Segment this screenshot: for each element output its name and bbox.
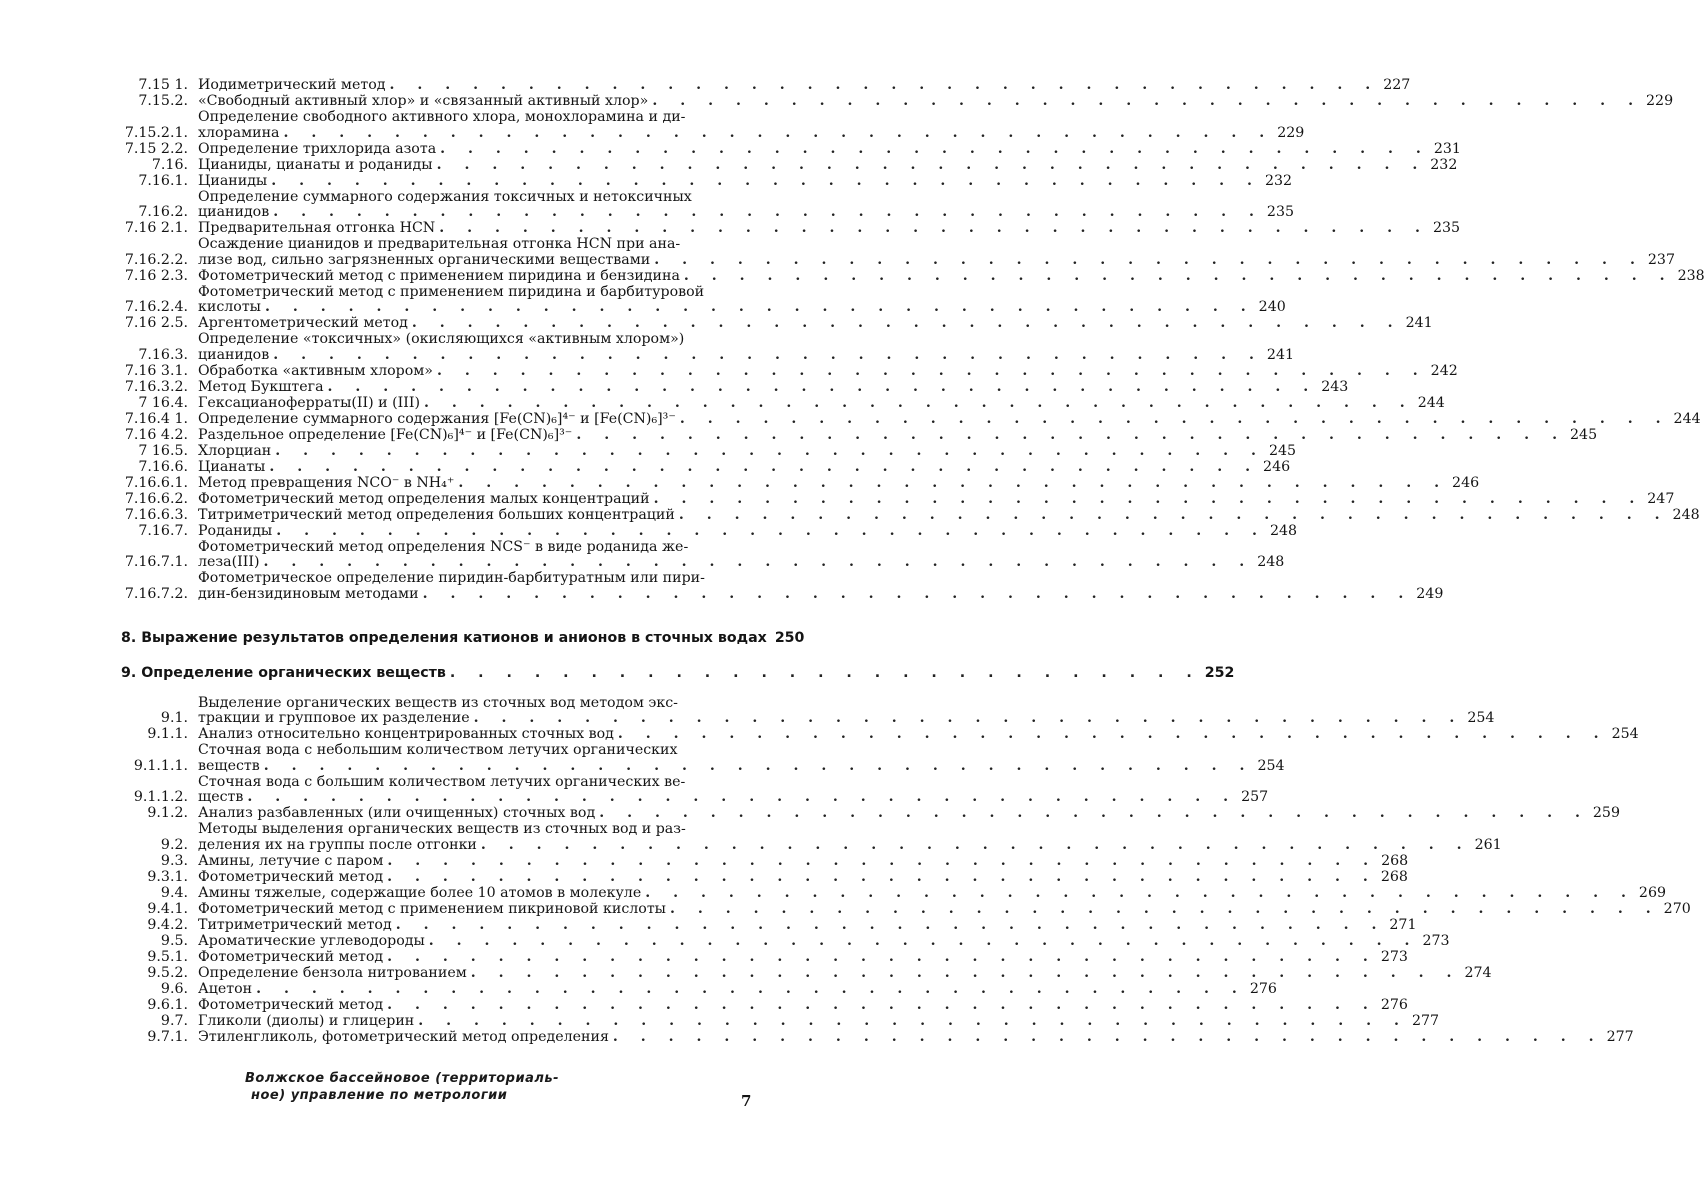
toc-entry bbox=[0, 884, 1667, 902]
toc-entry bbox=[0, 805, 1620, 822]
dot-leader: . . . . . . . . . . . . . . . . . . . . . . . . . . . . . . . . . . . . bbox=[599, 805, 1589, 821]
toc-entry bbox=[0, 916, 1417, 934]
toc-entry bbox=[0, 1012, 1440, 1030]
chapter-8-heading bbox=[0, 630, 840, 647]
toc-entry-line: Определение бензола нитрованием bbox=[198, 964, 467, 981]
toc-entry bbox=[0, 267, 1705, 285]
toc-entry-line: Фотометрический метод bbox=[198, 996, 384, 1013]
toc-entry-page: 247 bbox=[1647, 490, 1675, 507]
toc-entry bbox=[0, 77, 1411, 94]
toc-entry-text bbox=[198, 316, 1433, 332]
dot-leader: . . . . . . . . . . . . . . . . . . . . . . . . . . . . . . . . . . . . bbox=[424, 394, 1414, 411]
dot-leader: . . . . . . . . . . . . . . . . . . . . . . . . . . . . . . . . . . . . bbox=[617, 726, 1608, 742]
toc-entry-line: цианидов bbox=[198, 346, 270, 363]
toc-entry-page: 229 bbox=[1277, 124, 1305, 141]
stamp-line-2: ное) управление по метрологии bbox=[251, 1088, 508, 1103]
toc-entry-text bbox=[198, 571, 1443, 602]
toc-entry bbox=[0, 140, 1461, 158]
toc-entry-line: Определение трихлорида азота bbox=[198, 140, 437, 157]
toc-entry bbox=[0, 315, 1433, 332]
toc-entry-text bbox=[198, 822, 1502, 853]
toc-entry-page: 261 bbox=[1474, 836, 1502, 853]
toc-entry-number: 7.15 1. bbox=[138, 77, 188, 93]
dot-leader: . . . . . . . . . . . . . . . . . . . . . . . . . . . . . . . . . . . . bbox=[439, 220, 1429, 236]
toc-entry-text bbox=[198, 775, 1268, 806]
dot-leader: . . . . . . . . . . . . . . . . . . . . . . . . . . . . . . . . . . . . bbox=[473, 710, 1464, 726]
toc-entry-number: 7.16.6.1. bbox=[124, 474, 188, 491]
toc-entry bbox=[0, 426, 1598, 444]
dot-leader: . . . . . . . . . . . . . . . . . . . . . . . . . . . . . . . . . . . . bbox=[576, 426, 1567, 443]
toc-entry-text bbox=[198, 428, 1597, 444]
toc-entry-number: 9.3.1. bbox=[147, 868, 188, 885]
toc-entry-line: Предварительная отгонка HCN bbox=[198, 220, 436, 236]
toc-entry-line: дин-бензидиновым методами bbox=[198, 585, 419, 602]
toc-entry-number: 7.16 3.1. bbox=[124, 362, 188, 379]
toc-entry-page: 273 bbox=[1380, 948, 1408, 965]
toc-entry-number: 9.1. bbox=[160, 710, 188, 726]
toc-entry-number: 9.6. bbox=[160, 980, 188, 997]
toc-entry-page: 243 bbox=[1321, 378, 1349, 395]
toc-entry-number: 7.16.2.4. bbox=[124, 299, 188, 315]
dot-leader: . . . . . . . . . . . . . . . . . . . . . . . . . . . . . . . . . . . . bbox=[652, 93, 1643, 109]
toc-entry-number: 7.16.3. bbox=[138, 346, 188, 363]
toc-entry-page: 248 bbox=[1257, 554, 1285, 570]
dot-leader: . . . . . . . . . . . . . . . . . . . . . . . . . . . . . . . . . . . . bbox=[264, 299, 1255, 315]
table-of-contents bbox=[0, 77, 1705, 1046]
toc-entry-text bbox=[198, 524, 1297, 540]
toc-entry-number: 7 16.5. bbox=[138, 442, 188, 459]
toc-entry-page: 254 bbox=[1467, 710, 1495, 726]
toc-entry bbox=[0, 506, 1700, 524]
toc-entry-page: 248 bbox=[1672, 506, 1700, 523]
toc-entry-line: лизе вод, сильно загрязненных органическими веществами bbox=[198, 251, 651, 268]
toc-entry-number: 9.1.1.1. bbox=[133, 757, 188, 774]
toc-entry-number: 7.16.2. bbox=[138, 204, 188, 220]
toc-entry-page: 268 bbox=[1380, 868, 1408, 885]
toc-entry-number: 7.16.6.3. bbox=[124, 506, 188, 523]
toc-entry-number: 9.1.2. bbox=[147, 805, 188, 821]
toc-entry-line: Гексацианоферраты(II) и (III) bbox=[198, 394, 420, 411]
toc-entry-line: Сточная вода с большим количеством летучих органических ве- bbox=[198, 773, 686, 790]
toc-entry-number: 7.16. bbox=[151, 156, 188, 173]
toc-entry-page: 277 bbox=[1606, 1028, 1634, 1045]
toc-entry-page: 240 bbox=[1258, 299, 1286, 315]
toc-entry-number: 7.16.6. bbox=[138, 458, 188, 475]
dot-leader: . . . . . . . . . . . . . . . . . . . . . . . . . . . . . . . . . . . . bbox=[395, 916, 1386, 933]
dot-leader: . . . . . . . . . . . . . . . . . . . . . . . . . . . . . . . . . . . . bbox=[645, 884, 1635, 901]
chapter-9-title: 9. Определение органических веществ bbox=[121, 664, 446, 681]
toc-entry bbox=[0, 821, 1502, 853]
toc-entry-text bbox=[198, 332, 1294, 363]
toc-entry-page: 237 bbox=[1647, 251, 1675, 268]
dot-leader: . . . . . . . . . . . . . . . . . . . . . . . . . . . . . . . . . . . . bbox=[387, 948, 1377, 965]
dot-leader: . . . . . . . . . . . . . . . . . . . . . . . . . . . . . . . . . . . . bbox=[327, 378, 1318, 395]
toc-entry-number: 9.2. bbox=[160, 836, 188, 853]
toc-entry-page: 238 bbox=[1677, 267, 1705, 284]
toc-entry-text bbox=[198, 396, 1445, 412]
toc-entry-page: 273 bbox=[1422, 932, 1450, 949]
page-number: 7 bbox=[741, 1092, 752, 1110]
toc-entry bbox=[0, 410, 1701, 428]
dot-leader: . . . . . . . . . . . . . . . . . . . . . . . . . . . . . . . . . . . . bbox=[273, 204, 1263, 220]
toc-entry-number: 9.5.1. bbox=[147, 948, 188, 965]
toc-entry-number: 7.16.7.1. bbox=[124, 554, 188, 570]
dot-leader: . . . . . . . . . . . . . . . . . . . . . . . . . . . . . . . . . . . . bbox=[440, 140, 1430, 157]
toc-entry bbox=[0, 900, 1691, 918]
dot-leader: . . . . . . . . . . . . . . . . . . . . . . . . . . . . . . . . . . . . bbox=[256, 980, 1246, 997]
toc-entry bbox=[0, 868, 1408, 886]
toc-entry bbox=[0, 1028, 1634, 1046]
toc-entry-text bbox=[198, 902, 1691, 918]
toc-entry-number: 7.16.7. bbox=[138, 522, 188, 539]
toc-entry-line: Этиленгликоль, фотометрический метод определения bbox=[198, 1028, 609, 1045]
dot-leader: . . . . . . . . . . . . . . . . . . . . . . . . . . . . . . . . . . . . bbox=[669, 900, 1660, 917]
toc-entry-line: Фотометрический метод с применением пиридина и барбитуровой bbox=[198, 283, 705, 300]
toc-entry bbox=[0, 172, 1293, 190]
toc-entry-line: Метод Букштега bbox=[198, 378, 324, 395]
dot-leader: . . . . . . . . . . . . . . . . . . . . . . . . . . . bbox=[449, 664, 1201, 681]
toc-entry-page: 241 bbox=[1405, 315, 1433, 331]
toc-entry-number: 7.16.1. bbox=[138, 172, 188, 189]
toc-entry-text bbox=[198, 950, 1408, 966]
dot-leader: . . . . . . . . . . . . . . . . . . . . . . . . . . . . . . . . . . . . bbox=[269, 458, 1260, 475]
toc-entry-page: 242 bbox=[1430, 362, 1458, 379]
dot-leader: . . . . . . . . . . . . . . . . . . . . . . . . . . . . . . . . . . . . bbox=[436, 362, 1427, 379]
toc-entry-text bbox=[198, 476, 1479, 492]
toc-entry bbox=[0, 474, 1480, 492]
toc-entry-text bbox=[198, 78, 1410, 94]
toc-entry-line: хлорамина bbox=[198, 124, 280, 141]
toc-entry-page: 232 bbox=[1430, 156, 1458, 173]
toc-entry-number: 9.5. bbox=[160, 932, 188, 949]
dot-leader: . . . . . . . . . . . . . . . . . . . . . . . . . . . . . . . . . . . . bbox=[283, 124, 1274, 141]
toc-entry-line: Роданиды bbox=[198, 522, 273, 539]
toc-entry bbox=[0, 156, 1458, 174]
toc-entry-line: Амины тяжелые, содержащие более 10 атомов в молекуле bbox=[198, 884, 642, 901]
dot-leader: . . . . . . . . . . . . . . . . . . . . . . . . . . . . . . . . . . . . bbox=[612, 1028, 1603, 1045]
toc-entry bbox=[0, 964, 1492, 982]
toc-entry-line: Фотометрический метод определения NCS⁻ в виде роданида же- bbox=[198, 538, 689, 555]
toc-entry-text bbox=[198, 998, 1408, 1014]
toc-entry bbox=[0, 236, 1675, 268]
toc-entry bbox=[0, 378, 1349, 396]
toc-entry bbox=[0, 932, 1450, 950]
toc-entry bbox=[0, 773, 1269, 806]
toc-entry bbox=[0, 109, 1305, 141]
toc-entry-line: Фотометрический метод определения малых концентраций bbox=[198, 490, 650, 507]
toc-entry-page: 277 bbox=[1411, 1012, 1440, 1029]
toc-entry-page: 231 bbox=[1433, 140, 1461, 157]
toc-entry-page: 254 bbox=[1611, 726, 1639, 742]
dot-leader: . . . . . . . . . . . . . . . . . . . . . . . . . . . . . . . . . . . . bbox=[275, 442, 1265, 459]
toc-entry-line: Фотометрический метод с применением пикриновой кислоты bbox=[198, 900, 666, 917]
toc-entry-line: Определение суммарного содержания токсичных и нетоксичных bbox=[198, 188, 692, 205]
toc-entry-page: 271 bbox=[1389, 916, 1417, 933]
toc-entry-line: Выделение органических веществ из сточных вод методом экс- bbox=[198, 694, 678, 711]
toc-entry-number: 7.15 2.2. bbox=[124, 140, 188, 157]
chapter-9-page: 252 bbox=[1204, 664, 1235, 681]
toc-entry-text bbox=[198, 237, 1675, 268]
toc-entry-text bbox=[198, 190, 1294, 221]
toc-entry-text bbox=[198, 110, 1304, 141]
toc-entry-text bbox=[198, 492, 1674, 508]
dot-leader: . . . . . . . . . . . . . . . . . . . . . . . . . . . . . . . . . . . . bbox=[470, 964, 1461, 981]
toc-entry-page: 249 bbox=[1416, 585, 1444, 602]
toc-entry bbox=[0, 362, 1458, 380]
toc-entry-text bbox=[198, 221, 1460, 237]
toc-entry-page: 229 bbox=[1646, 93, 1674, 109]
toc-entry bbox=[0, 220, 1461, 237]
toc-entry-text bbox=[198, 540, 1284, 571]
toc-entry-text bbox=[198, 364, 1458, 380]
toc-entry-line: Иодиметрический метод bbox=[198, 77, 386, 93]
dot-leader: . . . . . . . . . . . . . . . . . . . . . . . . . . . . . . . . . . . . bbox=[387, 852, 1378, 869]
chapter-8-title: 8. Выражение результатов определения катионов и анионов в сточных водах bbox=[121, 629, 767, 646]
toc-entry-line: Хлорциан bbox=[198, 442, 272, 459]
dot-leader: . . . . . . . . . . . . . . . . . . . . . . . . . . . . . . . . . . . . bbox=[458, 474, 1449, 491]
dot-leader: . . . . . . . . . . . . . . . . . . . . . . . . . . . . . . . . . . . . bbox=[389, 77, 1380, 93]
toc-entry-line: кислоты bbox=[198, 299, 261, 315]
toc-entry-text bbox=[198, 285, 1286, 316]
toc-entry-text bbox=[198, 158, 1457, 174]
toc-entry-line: тракции и групповое их разделение bbox=[198, 710, 470, 726]
toc-entry bbox=[0, 570, 1444, 602]
toc-entry-line: «Свободный активный хлор» и «связанный активный хлор» bbox=[198, 93, 649, 109]
toc-entry-page: 227 bbox=[1383, 77, 1411, 93]
toc-entry-number: 7 16.4. bbox=[138, 394, 188, 411]
toc-entry-number: 9.7.1. bbox=[147, 1028, 188, 1045]
toc-entry-line: деления их на группы после отгонки bbox=[198, 836, 477, 853]
toc-entry-text bbox=[198, 94, 1673, 110]
dot-leader: . . . . . . . . . . . . . . . . . . . . . . . . . . . . . . . . . . . . bbox=[273, 346, 1263, 363]
toc-entry-number: 7.16 4.2. bbox=[124, 426, 188, 443]
toc-entry-line: веществ bbox=[198, 757, 260, 774]
toc-entry-page: 257 bbox=[1241, 789, 1269, 805]
dot-leader: . . . . . . . . . . . . . . . . . . . . . . . . . . . . . . . . . . . . bbox=[271, 172, 1261, 189]
toc-entry-line: Цианиды bbox=[198, 172, 268, 189]
toc-entry-page: 235 bbox=[1432, 220, 1461, 236]
toc-entry-line: Фотометрический метод bbox=[198, 868, 384, 885]
toc-entry-page: 245 bbox=[1570, 426, 1598, 443]
toc-entry bbox=[0, 283, 1286, 316]
toc-entry-number: 7.16 2.3. bbox=[124, 267, 188, 284]
toc-entry-text bbox=[198, 1030, 1634, 1046]
dot-leader: . . . . . . . . . . . . . . . . . . . . . . . . . . . . . . . . . . . . bbox=[678, 506, 1669, 523]
toc-entry bbox=[0, 331, 1295, 363]
dot-leader: . . . . . . . . . . . . . . . . . . . . . . . . . . . . . . . . . . . . bbox=[653, 490, 1644, 507]
toc-entry-number: 9.7. bbox=[160, 1012, 188, 1029]
toc-entry-text bbox=[198, 743, 1285, 774]
toc-entry-line: леза(III) bbox=[198, 554, 260, 570]
toc-entry-number: 7.16 2.5. bbox=[124, 315, 188, 331]
toc-entry-line: цианидов bbox=[198, 204, 270, 220]
toc-entry-line: Фотометрический метод с применением пиридина и бензидина bbox=[198, 267, 680, 284]
stamp-line-1: Волжское бассейновое (территориаль- bbox=[245, 1071, 560, 1086]
toc-entry bbox=[0, 996, 1408, 1014]
toc-entry-line: Метод превращения NCO⁻ в NH₄⁺ bbox=[198, 474, 455, 491]
dot-leader: . . . . . . . . . . . . . . . . . . . . . . . . . . . . . . . . . . . . bbox=[422, 585, 1413, 602]
toc-entry-text bbox=[198, 380, 1348, 396]
toc-entry-line: Гликоли (диолы) и глицерин bbox=[198, 1012, 415, 1029]
toc-entry-number: 7.16.2.2. bbox=[124, 251, 188, 268]
toc-entry-page: 248 bbox=[1269, 522, 1298, 539]
dot-leader: . . . . . . . . . . . . . . . . . . . . . . . . . . . . . . . . . . . . bbox=[263, 757, 1254, 774]
chapter-8-page: 250 bbox=[774, 629, 805, 646]
toc-entry-line: Ароматические углеводороды bbox=[198, 932, 425, 949]
toc-entry-line: Определение «токсичных» (окисляющихся «активным хлором») bbox=[198, 331, 685, 347]
toc-entry-number: 9.4. bbox=[160, 884, 188, 901]
chapter-9-heading bbox=[0, 664, 1235, 682]
dot-leader: . . . . . . . . . . . . . . . . . . . . . . . . . . . . . . . . . . . . bbox=[480, 836, 1471, 853]
dot-leader: . . . . . . . . . . . . . . . . . . . . . . . . . . . . . . . . . . . . bbox=[247, 789, 1238, 805]
toc-entry bbox=[0, 458, 1291, 476]
toc-entry-text bbox=[198, 1014, 1439, 1030]
dot-leader: . . . . . . . . . . . . . . . . . . . . . . . . . . . . . . . . . . . . bbox=[411, 315, 1402, 331]
toc-entry bbox=[0, 490, 1675, 508]
toc-entry-page: 244 bbox=[1673, 410, 1701, 427]
toc-entry bbox=[0, 442, 1297, 460]
toc-entry-page: 269 bbox=[1638, 884, 1667, 901]
toc-entry-number: 9.3. bbox=[160, 852, 188, 869]
toc-entry-line: Цианиды, цианаты и роданиды bbox=[198, 156, 433, 173]
toc-entry-number: 9.1.1. bbox=[147, 726, 188, 742]
toc-entry-page: 276 bbox=[1380, 996, 1408, 1013]
toc-entry-line: Титриметрический метод bbox=[198, 916, 392, 933]
toc-entry-page: 268 bbox=[1381, 852, 1409, 869]
toc-entry-number: 9.1.1.2. bbox=[133, 789, 188, 805]
toc-entry-line: Методы выделения органических веществ из сточных вод и раз- bbox=[198, 821, 686, 837]
toc-entry-line: Обработка «активным хлором» bbox=[198, 362, 433, 379]
toc-section-7 bbox=[0, 77, 1705, 602]
toc-entry-number: 7.16.3.2. bbox=[124, 378, 188, 395]
toc-entry-page: 276 bbox=[1249, 980, 1277, 997]
toc-entry-line: Ацетон bbox=[198, 980, 253, 997]
library-stamp bbox=[245, 1070, 585, 1104]
toc-entry-page: 259 bbox=[1592, 805, 1620, 821]
toc-entry-page: 244 bbox=[1417, 394, 1445, 411]
toc-entry-line: Цианаты bbox=[198, 458, 266, 475]
toc-entry-number: 7.15.2. bbox=[138, 93, 188, 109]
toc-entry-text bbox=[198, 142, 1461, 158]
toc-entry-text bbox=[198, 444, 1296, 460]
toc-entry bbox=[0, 93, 1674, 110]
toc-entry-page: 274 bbox=[1464, 964, 1492, 981]
toc-entry bbox=[0, 394, 1445, 412]
toc-entry-number: 7.16.4 1. bbox=[124, 410, 188, 427]
toc-entry-text bbox=[198, 982, 1277, 998]
toc-entry-line: Осаждение цианидов и предварительная отгонка HCN при ана- bbox=[198, 236, 681, 252]
toc-entry-text bbox=[198, 854, 1408, 870]
dot-leader: . . . . . . . . . . . . . . . . . . . . . . . . . . . . . . . . . . . . bbox=[276, 522, 1266, 539]
toc-entry-text bbox=[198, 174, 1292, 190]
dot-leader: . . . . . . . . . . . . . . . . . . . . . . . . . . . . . . . . . . . . bbox=[654, 251, 1644, 268]
toc-entry-page: 254 bbox=[1257, 757, 1285, 774]
toc-entry-number: 9.5.2. bbox=[147, 964, 188, 981]
toc-entry-number: 7.16 2.1. bbox=[124, 220, 188, 236]
dot-leader: . . . . . . . . . . . . . . . . . . . . . . . . . . . . . . . . . . . . bbox=[679, 410, 1670, 427]
toc-entry-text bbox=[198, 727, 1639, 743]
toc-entry bbox=[0, 188, 1295, 221]
toc-entry-line: Анализ разбавленных (или очищенных) сточных вод bbox=[198, 805, 596, 821]
toc-entry bbox=[0, 852, 1409, 870]
toc-entry-line: Определение суммарного содержания [Fe(CN)₆]⁴⁻ и [Fe(CN)₆]³⁻ bbox=[198, 410, 676, 427]
dot-leader: . . . . . . . . . . . . . . . . . . . . . . . . . . . . . . . . . . . . bbox=[418, 1012, 1408, 1029]
toc-entry-page: 246 bbox=[1452, 474, 1480, 491]
toc-entry-number: 9.4.2. bbox=[147, 916, 188, 933]
toc-entry-page: 246 bbox=[1263, 458, 1291, 475]
toc-entry-text bbox=[198, 508, 1700, 524]
toc-entry-line: Титриметрический метод определения больших концентраций bbox=[198, 506, 675, 523]
toc-entry bbox=[0, 948, 1408, 966]
toc-entry-text bbox=[198, 870, 1408, 886]
toc-entry bbox=[0, 538, 1285, 571]
toc-entry-number: 7.15.2.1. bbox=[124, 124, 188, 141]
toc-entry-text bbox=[198, 966, 1492, 982]
toc-entry-line: Амины, летучие с паром bbox=[198, 852, 384, 869]
toc-entry-line: Сточная вода с небольшим количеством летучих органических bbox=[198, 742, 678, 758]
toc-entry bbox=[0, 742, 1285, 774]
toc-entry-line: Определение свободного активного хлора, монохлорамина и ди- bbox=[198, 109, 686, 125]
toc-entry bbox=[0, 522, 1298, 540]
dot-leader: . . . . . . . . . . . . . . . . . . . . . . . . . . . . . . . . . . . . bbox=[428, 932, 1419, 949]
toc-entry-page: 241 bbox=[1266, 346, 1295, 363]
toc-entry-line: Фотометрический метод bbox=[198, 948, 384, 965]
toc-entry-line: ществ bbox=[198, 789, 244, 805]
toc-entry-text bbox=[198, 460, 1290, 476]
toc-entry-page: 270 bbox=[1663, 900, 1691, 917]
toc-entry-number: 9.4.1. bbox=[147, 900, 188, 917]
dot-leader: . . . . . . . . . . . . . . . . . . . . . . . . . . . . . . . . . . . . bbox=[436, 156, 1427, 173]
toc-entry bbox=[0, 694, 1495, 727]
toc-entry-text bbox=[198, 696, 1494, 727]
toc-entry-line: Фотометрическое определение пиридин-барбитуратным или пири- bbox=[198, 570, 705, 586]
toc-section-9 bbox=[0, 694, 1691, 1046]
dot-leader: . . . . . . . . . . . . . . . . . . . . . . . . . . . . . . . . . . . . bbox=[387, 868, 1377, 885]
toc-entry-number: 7.16.6.2. bbox=[124, 490, 188, 507]
toc-entry bbox=[0, 726, 1639, 743]
toc-entry-text bbox=[198, 918, 1417, 934]
toc-entry-text bbox=[198, 806, 1620, 822]
toc-entry-text bbox=[198, 934, 1450, 950]
toc-entry-text bbox=[198, 269, 1705, 285]
dot-leader: . . . . . . . . . . . . . . . . . . . . . . . . . . . . . . . . . . . . bbox=[387, 996, 1377, 1013]
dot-leader: . . . . . . . . . . . . . . . . . . . . . . . . . . . . . . . . . . . . bbox=[263, 554, 1254, 570]
toc-entry-page: 235 bbox=[1266, 204, 1295, 220]
toc-entry-number: 9.6.1. bbox=[147, 996, 188, 1013]
toc-entry-page: 232 bbox=[1264, 172, 1293, 189]
toc-entry-number: 7.16.7.2. bbox=[124, 585, 188, 602]
toc-entry-text bbox=[198, 886, 1666, 902]
toc-entry-line: Раздельное определение [Fe(CN)₆]⁴⁻ и [Fe(CN)₆]³⁻ bbox=[198, 426, 573, 443]
toc-entry bbox=[0, 980, 1277, 998]
toc-entry-line: Анализ относительно концентрированных сточных вод bbox=[198, 726, 614, 742]
toc-entry-page: 245 bbox=[1268, 442, 1297, 459]
toc-entry-text bbox=[198, 412, 1701, 428]
dot-leader: . . . . . . . . . . . . . . . . . . . . . . . . . . . . . . . . . . . . bbox=[683, 267, 1674, 284]
toc-entry-line: Аргентометрический метод bbox=[198, 315, 408, 331]
